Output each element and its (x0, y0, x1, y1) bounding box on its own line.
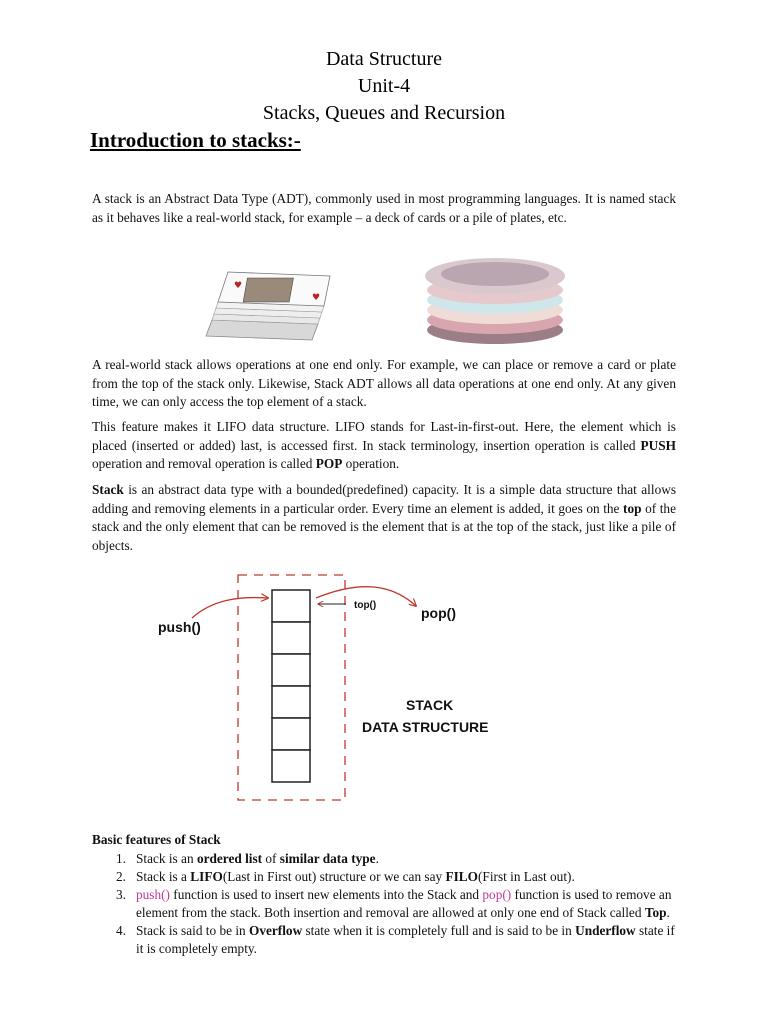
features-list (116, 850, 676, 958)
stack-cell (272, 686, 310, 718)
cards-and-plates-illustration (200, 252, 600, 352)
stack-cell (272, 622, 310, 654)
stack-diagram (140, 566, 520, 806)
data-structure-caption: DATA STRUCTURE (362, 719, 489, 735)
list-item: 3. push() function is used to insert new elements into the Stack and pop() function is used to remove an element from the stack. Both insertion and removal are allowed at only one end of Stack called Top. (116, 887, 672, 920)
stack-cell (272, 590, 310, 622)
stack-cell (272, 718, 310, 750)
title-line-2: Unit-4 (357, 75, 411, 97)
push-arrow (192, 598, 268, 618)
top-label: top() (354, 600, 377, 611)
paragraph-real-world: A real-world stack allows operations at one end only. For example, we can place or remove a card or plate from the top of the stack only. Likewise, Stack ADT allows all data operations at one end only. At any given time, we can only access the top element of a stack. (92, 357, 676, 410)
features-title: Basic features of Stack (92, 832, 221, 847)
deck-of-cards-image (206, 272, 330, 340)
list-item: 4. Stack is said to be in Overflow state when it is completely full and is said to be in Underflow state if it is completely empty. (116, 923, 675, 956)
push-label: push() (158, 619, 201, 635)
paragraph-intro: A stack is an Abstract Data Type (ADT), commonly used in most programming languages. It is named stack as it behaves like a real-world stack, for example – a deck of cards or a pile of plates, etc. (92, 191, 676, 225)
svg-text:♥: ♥ (234, 281, 243, 291)
document-title (0, 46, 768, 127)
list-item: 1. Stack is an ordered list of similar data type. (116, 851, 379, 866)
stack-caption: STACK (406, 697, 454, 713)
title-line-3: Stacks, Queues and Recursion (262, 102, 506, 124)
pile-of-plates-image (425, 258, 565, 344)
svg-text:♥: ♥ (312, 293, 321, 303)
paragraph-lifo: This feature makes it LIFO data structure. LIFO stands for Last-in-first-out. Here, the element which is placed (inserted or added) last, is accessed first. In stack terminology, insertion operation is called PUSH operation and removal operation is called POP operation. (92, 419, 676, 472)
stack-cell (272, 750, 310, 782)
section-heading: Introduction to stacks:- (90, 128, 301, 152)
paragraph-stack-definition: Stack is an abstract data type with a bounded(predefined) capacity. It is a simple data structure that allows adding and removing elements in a particular order. Every time an element is added, it goes on the top of the stack and the only element that can be removed is the element that is at the top of the stack, just like a pile of objects. (92, 482, 676, 553)
stack-cell (272, 654, 310, 686)
title-line-1: Data Structure (325, 48, 443, 70)
stack-cells (272, 590, 310, 782)
list-item: 2. Stack is a LIFO(Last in First out) structure or we can say FILO(First in Last out). (116, 869, 575, 884)
pop-label: pop() (421, 605, 456, 621)
